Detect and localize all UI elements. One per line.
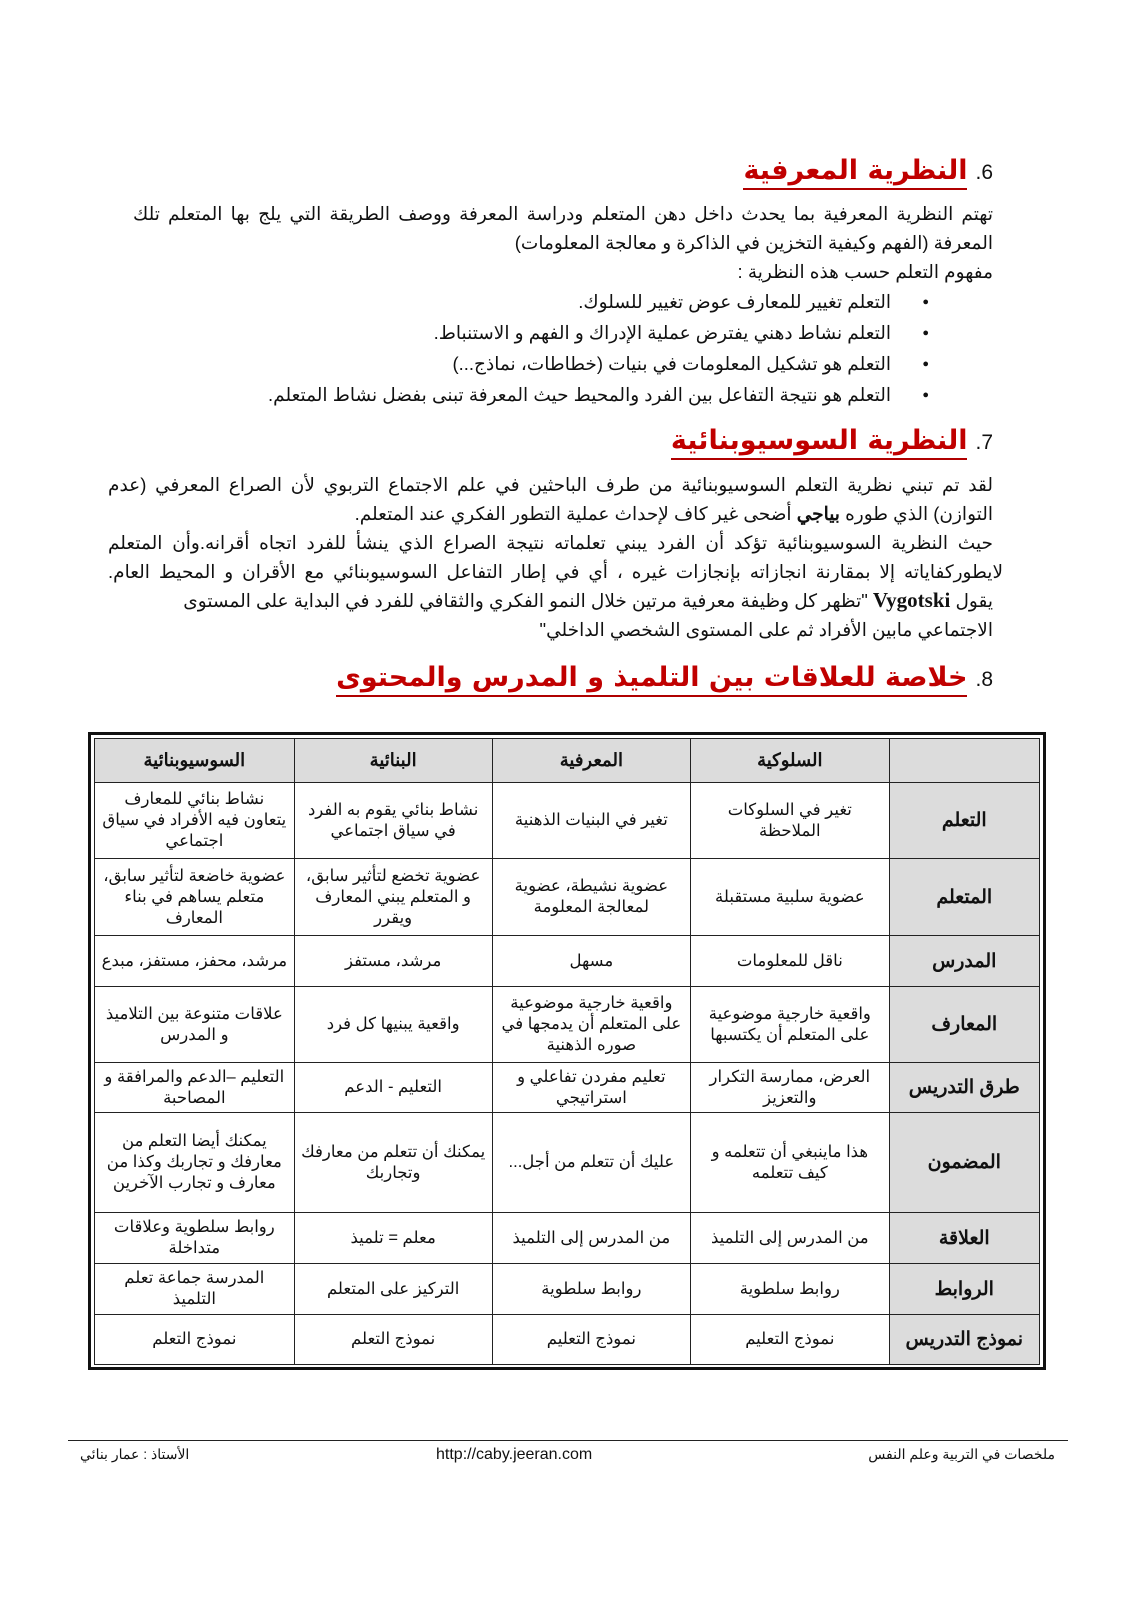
table-cell: تعليم مفردن تفاعلي و استراتيجي (492, 1063, 690, 1113)
table-row (95, 859, 1040, 936)
paragraph-line: تهتم النظرية المعرفية بما يحدث داخل دهن المتعلم ودراسة المعرفة ووصف الطريقة التي يلج بها المتعلم تلك (133, 203, 993, 224)
paragraph-line: المعرفة (الفهم وكيفية التخزين في الذاكرة و معالجة المعلومات) (514, 232, 993, 253)
row-label: المدرس (889, 936, 1039, 987)
section-8-heading (336, 662, 993, 697)
section-title: النظرية المعرفية (743, 155, 967, 190)
table-cell: المدرسة جماعة تعلم التلميذ (95, 1264, 295, 1315)
table-cell: نشاط بنائي للمعارف يتعاون فيه الأفراد في سياق اجتماعي (95, 783, 295, 859)
table-cell: من المدرس إلى التلميذ (492, 1213, 690, 1264)
table-cell: التركيز على المتعلم (294, 1264, 492, 1315)
section-number: 7. (975, 431, 993, 454)
table-cell: علاقات متنوعة بين التلاميذ و المدرس (95, 987, 295, 1063)
paragraph-line: لايطوركفاياته إلا بمقارنة انجازاته بإنجازات غيره ، أي في إطار التفاعل السوسيوبنائي مع الأقران و المحيط العام. (108, 561, 1003, 582)
text: التوازن) الذي طوره (839, 503, 993, 524)
bullet-list (133, 286, 993, 410)
row-label: التعلم (889, 783, 1039, 859)
table-cell: من المدرس إلى التلميذ (691, 1213, 889, 1264)
table-row (95, 1213, 1040, 1264)
table-cell: روابط سلطوية (691, 1264, 889, 1315)
paragraph-line: الاجتماعي مابين الأفراد ثم على المستوى الشخصي الداخلي" (539, 619, 993, 640)
table-cell: عضوية خاضعة لتأثير سابق، متعلم يساهم في بناء المعارف (95, 859, 295, 936)
table-row (95, 783, 1040, 859)
table-cell: نموذج التعلم (294, 1315, 492, 1365)
paragraph-line: لقد تم تبني نظرية التعلم السوسيوبنائية من طرف الباحثين في علم الاجتماع التربوي لأن الصراع المعرفي (عدم (108, 474, 993, 495)
footer-link[interactable]: http://caby.jeeran.com (436, 1446, 593, 1463)
table-cell: مرشد، محفز، مستفز، مبدع (95, 936, 295, 987)
text: يقول (950, 590, 993, 611)
header-cell: المعرفية (492, 739, 690, 783)
section-6-heading (743, 155, 993, 190)
table-cell: واقعية خارجية موضوعية على المتعلم أن يكتسبها (691, 987, 889, 1063)
table-row (95, 987, 1040, 1063)
section-6-body (133, 199, 993, 410)
footer-right: ملخصات في التربية وعلم النفس (868, 1446, 1055, 1462)
bullet-item: ● التعلم نشاط دهني يفترض عملية الإدراك و الفهم و الاستنباط. (133, 317, 891, 348)
table-cell: روابط سلطوية وعلاقات متداخلة (95, 1213, 295, 1264)
table-cell: مسهل (492, 936, 690, 987)
table-cell: واقعية خارجية موضوعية على المتعلم أن يدمجها في صوره الذهنية (492, 987, 690, 1063)
section-number: 8. (975, 668, 993, 691)
bullet-item: ● التعلم تغيير للمعارف عوض تغيير للسلوك. (133, 286, 891, 317)
table-cell: معلم = تلميذ (294, 1213, 492, 1264)
table-cell: مرشد، مستفز (294, 936, 492, 987)
paragraph-line: حيث النظرية السوسيوبنائية تؤكد أن الفرد يبني تعلماته نتيجة الصراع الذي ينشأ للفرد اتجاه أقرانه.وأن المتعلم (108, 532, 993, 553)
table-cell: عضوية سلبية مستقبلة (691, 859, 889, 936)
header-cell: البنائية (294, 739, 492, 783)
row-label: طرق التدريس (889, 1063, 1039, 1113)
row-label: المعارف (889, 987, 1039, 1063)
paragraph-line: مفهوم التعلم حسب هذه النظرية : (737, 261, 993, 282)
section-7-heading (671, 425, 993, 460)
table-row (95, 1264, 1040, 1315)
row-label: المضمون (889, 1113, 1039, 1213)
table-cell: واقعية يبنيها كل فرد (294, 987, 492, 1063)
paragraph-line (108, 499, 993, 528)
row-label: الروابط (889, 1264, 1039, 1315)
table-cell: ناقل للمعلومات (691, 936, 889, 987)
table-cell: هذا ماينبغي أن تتعلمه و كيف تتعلمه (691, 1113, 889, 1213)
table-cell: نشاط بنائي يقوم به الفرد في سياق اجتماعي (294, 783, 492, 859)
row-label: المتعلم (889, 859, 1039, 936)
section-title: النظرية السوسيوبنائية (671, 425, 968, 460)
table-cell: عليك أن تتعلم من أجل... (492, 1113, 690, 1213)
bullet-item: ● التعلم هو تشكيل المعلومات في بنيات (خطاطات، نماذج...) (133, 348, 891, 379)
table-header-row (95, 739, 1040, 783)
table-cell: العرض، ممارسة التكرار والتعزيز (691, 1063, 889, 1113)
bold-name: بياجي (796, 503, 840, 524)
section-number: 6. (975, 161, 993, 184)
table-cell: روابط سلطوية (492, 1264, 690, 1315)
row-label: العلاقة (889, 1213, 1039, 1264)
table-cell: التعليم –الدعم والمرافقة و المصاحبة (95, 1063, 295, 1113)
table-row (95, 1315, 1040, 1365)
header-cell: السلوكية (691, 739, 889, 783)
text: "تظهر كل وظيفة معرفية مرتين خلال النمو الفكري والثقافي للفرد في البداية على المستوى (183, 590, 873, 611)
table-row (95, 936, 1040, 987)
text: أضحى غير كاف لإحداث عملية التطور الفكري عند المتعلم. (354, 503, 797, 524)
table-cell: عضوية نشيطة، عضوية لمعالجة المعلومة (492, 859, 690, 936)
bullet-item: ● التعلم هو نتيجة التفاعل بين الفرد والمحيط حيث المعرفة تبنى بفضل نشاط المتعلم. (133, 379, 891, 410)
table-cell: يمكنك أن تتعلم من معارفك وتجاربك (294, 1113, 492, 1213)
table-row (95, 1113, 1040, 1213)
comparison-table (88, 732, 1046, 1370)
table-cell: تغير في البنيات الذهنية (492, 783, 690, 859)
footer-divider (68, 1440, 1068, 1441)
table-cell: نموذج التعليم (492, 1315, 690, 1365)
paragraph-line (108, 586, 993, 615)
table-cell: عضوية تخضع لتأثير سابق، و المتعلم يبني المعارف ويقرر (294, 859, 492, 936)
table-cell: يمكنك أيضا التعلم من معارفك و تجاربك وكذا من معارف و تجارب الآخرين (95, 1113, 295, 1213)
table-cell: نموذج التعليم (691, 1315, 889, 1365)
bold-name: Vygotski (872, 588, 951, 612)
section-7-body (108, 470, 1003, 644)
table-cell: نموذج التعلم (95, 1315, 295, 1365)
row-label: نموذج التدريس (889, 1315, 1039, 1365)
table-row (95, 1063, 1040, 1113)
header-cell (889, 739, 1039, 783)
section-title: خلاصة للعلاقات بين التلميذ و المدرس والمحتوى (336, 662, 967, 697)
table-cell: التعليم - الدعم (294, 1063, 492, 1113)
table-cell: تغير في السلوكات الملاحظة (691, 783, 889, 859)
footer-author: الأستاذ : عمار بنائي (80, 1446, 190, 1462)
header-cell: السوسيوبنائية (95, 739, 295, 783)
